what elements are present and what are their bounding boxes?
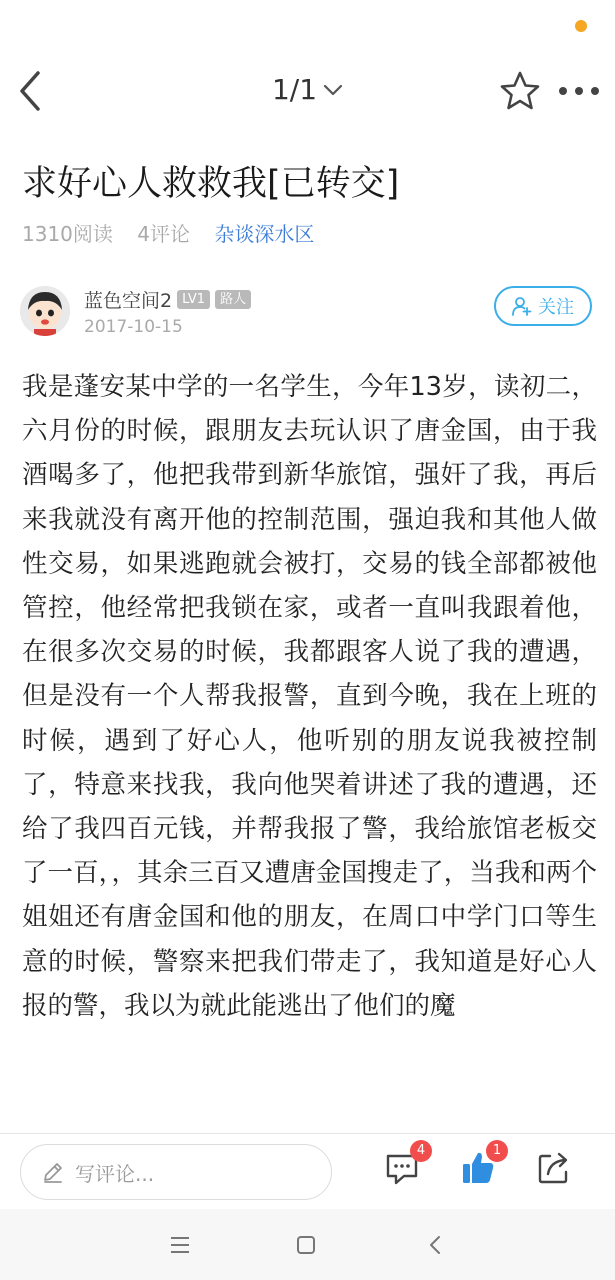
- share-icon: [536, 1150, 572, 1186]
- action-bar: [0, 1133, 615, 1210]
- system-nav-bar: [0, 1209, 615, 1280]
- level-badge: LV1: [177, 290, 210, 309]
- system-menu-button[interactable]: [162, 1227, 198, 1263]
- star-icon: [498, 69, 542, 113]
- follow-label: 关注: [538, 297, 574, 318]
- system-home-button[interactable]: [288, 1227, 324, 1263]
- author-name[interactable]: 蓝色空间2: [84, 290, 173, 312]
- comment-count-badge: 4: [410, 1140, 432, 1162]
- like-count-badge: 1: [486, 1140, 508, 1162]
- more-dots-icon: [556, 75, 602, 107]
- top-nav: [0, 55, 615, 127]
- read-count: 1310阅读: [22, 222, 113, 246]
- role-badge: 路人: [215, 290, 251, 309]
- post-meta: [22, 218, 332, 247]
- menu-icon: [162, 1227, 198, 1263]
- follow-button[interactable]: [494, 286, 592, 326]
- avatar[interactable]: [20, 286, 70, 336]
- cartoon-avatar-icon: [20, 286, 70, 336]
- share-button[interactable]: [536, 1150, 572, 1186]
- like-button[interactable]: [460, 1143, 502, 1186]
- post-date: 2017-10-15: [84, 317, 183, 337]
- author-info: [84, 286, 251, 313]
- page-selector[interactable]: [272, 73, 343, 106]
- chevron-down-icon: [323, 83, 343, 97]
- system-back-button[interactable]: [418, 1227, 454, 1263]
- more-button[interactable]: [556, 75, 602, 107]
- page-indicator: 1/1: [271, 73, 318, 106]
- comment-button[interactable]: [384, 1143, 426, 1186]
- back-button[interactable]: [14, 69, 50, 113]
- forum-link[interactable]: 杂谈深水区: [214, 222, 315, 246]
- comment-placeholder: 写评论...: [75, 1161, 155, 1186]
- chevron-left-icon: [14, 69, 50, 113]
- post-content: 我是蓬安某中学的一名学生，今年13岁，读初二，六月份的时候，跟朋友去玩认识了唐金国，由于我酒喝多了，他把我带到新华旅馆，强奸了我，再后来我就没有离开他的控制范围，强迫我和其他人做性交易，如果逃跑就会被打，交易的钱全部都被他管控，他经常把我锁在家，或者一直叫我跟着他，在很多次交易的时候，我都跟客人说了我的遭遇，但是没有一个人帮我报警，直到今晚，我在上班的时候，遇到了好心人，他听别的朋友说我被控制了，特意来找我，我向他哭着讲述了我的遭遇，还给了我四百元钱，并帮我报了警，我给旅馆老板交了一百，，其余三百又遭唐金国搜走了，当我和两个姐姐还有唐金国和他的朋友，在周口中学门口等生意的时候，警察来把我们带走了，我知道是好心人报的警，我以为就此能逃出了他们的魔: [22, 372, 597, 1021]
- back-triangle-icon: [418, 1227, 454, 1263]
- user-plus-icon: [512, 296, 532, 316]
- author-row: [20, 282, 600, 342]
- favorite-button[interactable]: [498, 69, 542, 113]
- pencil-icon: [41, 1160, 65, 1184]
- status-bar: [0, 0, 615, 50]
- home-square-icon: [288, 1227, 324, 1263]
- status-indicator-icon: [575, 20, 587, 32]
- comment-count-text: 4评论: [137, 222, 190, 246]
- comment-input[interactable]: [20, 1144, 332, 1200]
- post-title: 求好心人救救我[已转交]: [22, 164, 400, 204]
